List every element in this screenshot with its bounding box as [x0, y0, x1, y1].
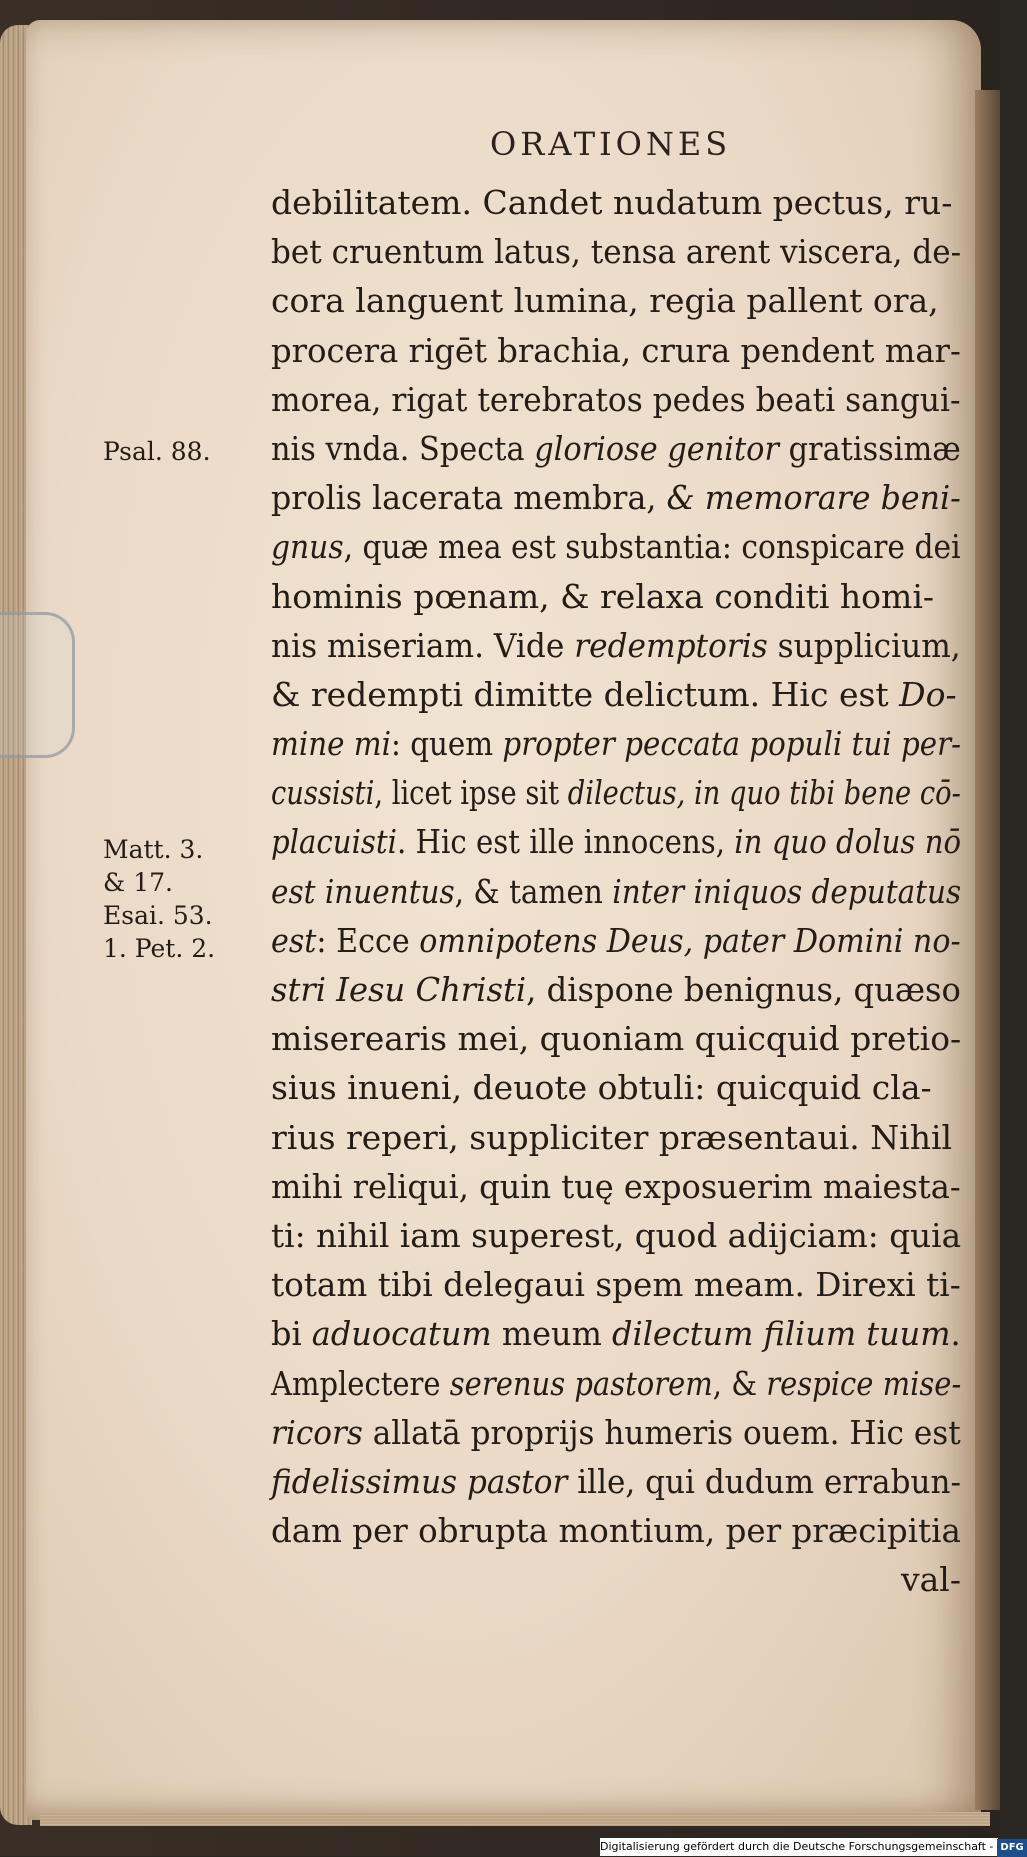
margin-reference: & 17.	[103, 868, 173, 897]
italic-run: Do-	[899, 674, 957, 714]
text-run: , licet ipse sit	[374, 773, 568, 813]
text-line	[271, 572, 961, 621]
text-line	[271, 916, 961, 965]
page-clip	[0, 612, 75, 758]
text-run: bet cruentum latus, tensa arent viscera, de-	[271, 232, 962, 272]
italic-run: stri Iesu Christi	[271, 970, 527, 1009]
text-run: supplicium,	[767, 625, 961, 665]
text-run: : quem	[391, 724, 503, 764]
margin-note-references	[103, 833, 215, 965]
text-run: bi	[271, 1314, 312, 1354]
text-run: miserearis mei, quoniam quicquid pretio-	[271, 1019, 962, 1059]
italic-run: gnus	[271, 527, 344, 567]
margin-reference: Matt. 3.	[103, 835, 204, 864]
text-run: , & tamen	[454, 871, 613, 911]
text-line	[271, 1063, 961, 1112]
text-run: totam tibi delegaui spem meam. Direxi ti-	[271, 1265, 961, 1305]
margin-reference: 1. Pet. 2.	[103, 934, 216, 963]
text-line	[271, 522, 961, 571]
text-line	[271, 1260, 961, 1309]
italic-run: inter iniquos deputatus	[612, 871, 962, 911]
page-edges-bottom	[40, 1812, 990, 1826]
text-line	[271, 1211, 962, 1260]
text-run: , quæ mea est substantia: conspicare dei	[343, 527, 961, 567]
italic-run: dilectus, in quo tibi bene cō-	[567, 773, 961, 813]
text-line	[271, 817, 962, 866]
margin-note-psalm: Psal. 88.	[103, 437, 211, 466]
text-run: nis vnda. Specta	[271, 428, 535, 468]
italic-run: & memorare beni-	[666, 478, 961, 518]
text-run: allatā proprijs humeris ouem. Hic est	[362, 1412, 961, 1452]
text-line	[271, 178, 961, 227]
italic-run: aduocatum	[311, 1314, 492, 1354]
text-run: : Ecce	[316, 920, 420, 960]
text-run: nis miseriam. Vide	[271, 625, 575, 665]
margin-reference: Esai. 53.	[103, 901, 213, 930]
italic-run: redemptoris	[574, 625, 768, 665]
text-line	[271, 719, 962, 768]
italic-run: propter peccata populi tui per-	[502, 724, 962, 764]
text-line	[271, 1506, 961, 1555]
italic-run: gloriose genitor	[534, 428, 779, 468]
text-line	[271, 424, 961, 473]
text-run: debilitatem. Candet nudatum pectus, ru-	[271, 183, 953, 222]
text-line	[271, 375, 961, 424]
italic-run: in quo dolus nō	[734, 822, 962, 862]
page-gutter-shadow	[975, 90, 1000, 1810]
catchword: val-	[900, 1560, 961, 1600]
running-header: ORATIONES	[490, 125, 732, 163]
italic-run: mine mi	[271, 724, 392, 764]
body-text	[271, 178, 961, 1604]
text-line	[271, 227, 962, 276]
text-run: rius reperi, suppliciter præsentaui. Nihil	[271, 1117, 953, 1157]
italic-run: serenus pastorem	[449, 1363, 713, 1403]
text-run: , &	[712, 1363, 767, 1403]
text-run: Amplectere	[271, 1363, 450, 1403]
italic-run: respice mise-	[766, 1363, 962, 1403]
text-run: .	[950, 1314, 961, 1354]
text-run: morea, rigat terebratos pedes beati sangui-	[271, 379, 961, 419]
text-line	[271, 621, 961, 670]
text-run: ille, qui dudum errabun-	[567, 1461, 961, 1501]
italic-run: fidelissimus pastor	[271, 1461, 568, 1501]
text-run: gratissimæ	[778, 428, 961, 468]
text-run: cora languent lumina, regia pallent ora,	[271, 281, 939, 321]
credit-text: Digitalisierung gefördert durch die Deutsche Forschungsgemeinschaft -	[600, 1840, 994, 1853]
text-line	[271, 276, 961, 325]
text-run: prolis lacerata membra,	[271, 478, 667, 518]
text-line	[271, 867, 962, 916]
text-line	[271, 1014, 962, 1063]
text-line	[271, 1457, 961, 1506]
italic-run: omnipotens Deus, pater Domini no-	[419, 920, 961, 960]
dfg-logo: DFG	[997, 1839, 1026, 1857]
text-line	[271, 1309, 961, 1358]
text-line	[271, 1408, 961, 1457]
text-run: dam per obrupta montium, per præcipitia	[271, 1511, 961, 1551]
text-run: ti: nihil iam superest, quod adijciam: quia	[271, 1215, 962, 1255]
text-run: , dispone benignus, quæso	[526, 970, 961, 1009]
text-run: & redempti dimitte delictum. Hic est	[271, 674, 900, 714]
text-run: procera rigēt brachia, crura pendent mar-	[271, 330, 961, 370]
italic-run: est inuentus	[271, 871, 455, 911]
text-line	[271, 1113, 961, 1162]
text-run: hominis pœnam, & relaxa conditi homi-	[271, 576, 935, 616]
text-line	[271, 1162, 961, 1211]
text-line	[271, 670, 961, 719]
text-line	[271, 1359, 962, 1408]
italic-run: ricors	[271, 1412, 363, 1452]
italic-run: cussisti	[271, 773, 375, 813]
italic-run: dilectum filium tuum	[612, 1314, 951, 1354]
text-line	[271, 473, 961, 522]
digitization-credit	[600, 1838, 1024, 1856]
italic-run: placuisti	[271, 822, 397, 862]
text-line	[271, 965, 961, 1014]
text-run: meum	[491, 1314, 613, 1354]
text-line	[271, 768, 961, 817]
text-line	[271, 326, 961, 375]
text-run: mihi reliqui, quin tuę exposuerim maiesta-	[271, 1166, 961, 1206]
italic-run: est	[271, 920, 317, 960]
text-run: sius inueni, deuote obtuli: quicquid cla-	[271, 1068, 932, 1108]
text-run: . Hic est ille innocens,	[396, 822, 735, 862]
